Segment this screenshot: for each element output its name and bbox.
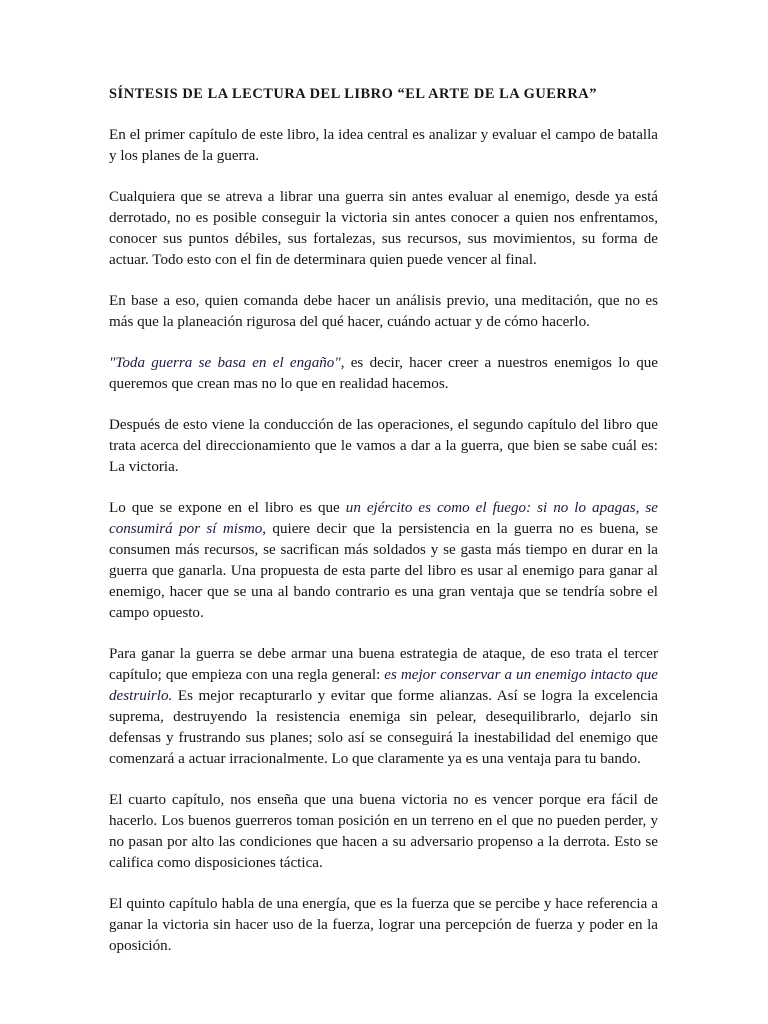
- paragraph-7-quote: es mejor conservar a un enemigo intacto que destruirlo.: [109, 667, 658, 704]
- paragraph-4: [109, 353, 658, 395]
- paragraph-1: [109, 125, 658, 167]
- paragraph-3-text: En base a eso, quien comanda debe hacer un análisis previo, una meditación, que no es más que la planeación rigurosa del qué hacer, cuándo actuar y de cómo hacerlo.: [109, 293, 658, 330]
- paragraph-4-text: , es decir, hacer creer a nuestros enemigos lo que queremos que crean mas no lo que en realidad hacemos.: [109, 355, 658, 392]
- paragraph-5-text: Después de esto viene la conducción de las operaciones, el segundo capítulo del libro que trata acerca del direccionamiento que le vamos a dar a la guerra, que bien se sabe cuál es: La victoria.: [109, 417, 658, 475]
- paragraph-2: [109, 187, 658, 271]
- paragraph-8-text: El cuarto capítulo, nos enseña que una buena victoria no es vencer porque era fácil de hacerlo. Los buenos guerreros toman posición en un terreno en el que no pueden perder, y no pasan por alto las condiciones que hacen a su adversario propenso a la derrota. Esto se califica como disposiciones táctica.: [109, 792, 658, 871]
- paragraph-3: [109, 291, 658, 333]
- paragraph-7-text: Es mejor recapturarlo y evitar que forme alianzas. Así se logra la excelencia suprema, destruyendo la resistencia enemiga sin pelear, desequilibrarlo, dejarlo sin defensas y frustrando sus planes; solo así se conseguirá la inestabilidad del enemigo que comenzará a actuar irracionalmente. Lo que claramente ya es una ventaja para tu bando.: [109, 688, 658, 767]
- paragraph-9-text: El quinto capítulo habla de una energía, que es la fuerza que se percibe y hace referencia a ganar la victoria sin hacer uso de la fuerza, lograr una percepción de fuerza y poder en la oposición.: [109, 896, 658, 954]
- paragraph-6: [109, 498, 658, 624]
- paragraph-9: [109, 894, 658, 957]
- paragraph-7: [109, 644, 658, 770]
- paragraph-7-lead: Para ganar la guerra se debe armar una buena estrategia de ataque, de eso trata el tercer capítulo; que empieza con una regla general:: [109, 646, 658, 683]
- paragraph-8: [109, 790, 658, 874]
- paragraph-5: [109, 415, 658, 478]
- paragraph-6-text: , quiere decir que la persistencia en la guerra no es buena, se consumen más recursos, se sacrifican más soldados y se gasta más tiempo en durar en la guerra que ganarla. Una propuesta de esta parte del libro es usar al enemigo para ganar al enemigo, hacer que se una al bando contrario es una gran ventaja que se tendría sobre el campo opuesto.: [109, 521, 658, 621]
- paragraph-4-quote: "Toda guerra se basa en el engaño": [109, 355, 341, 371]
- paragraph-6-quote: un ejército es como el fuego: si no lo apagas, se consumirá por sí mismo: [109, 500, 658, 537]
- paragraph-1-text: En el primer capítulo de este libro, la idea central es analizar y evaluar el campo de batalla y los planes de la guerra.: [109, 127, 658, 164]
- document-title: SÍNTESIS DE LA LECTURA DEL LIBRO “EL ARTE DE LA GUERRA”: [109, 86, 597, 102]
- paragraph-6-lead: Lo que se expone en el libro es que: [109, 500, 346, 516]
- paragraph-2-text: Cualquiera que se atreva a librar una guerra sin antes evaluar al enemigo, desde ya está derrotado, no es posible conseguir la victoria sin antes conocer a quien nos enfrentamos, conocer sus puntos débiles, sus fortalezas, sus recursos, sus movimientos, su forma de actuar. Todo esto con el fin de determinara quien puede vencer al final.: [109, 189, 658, 268]
